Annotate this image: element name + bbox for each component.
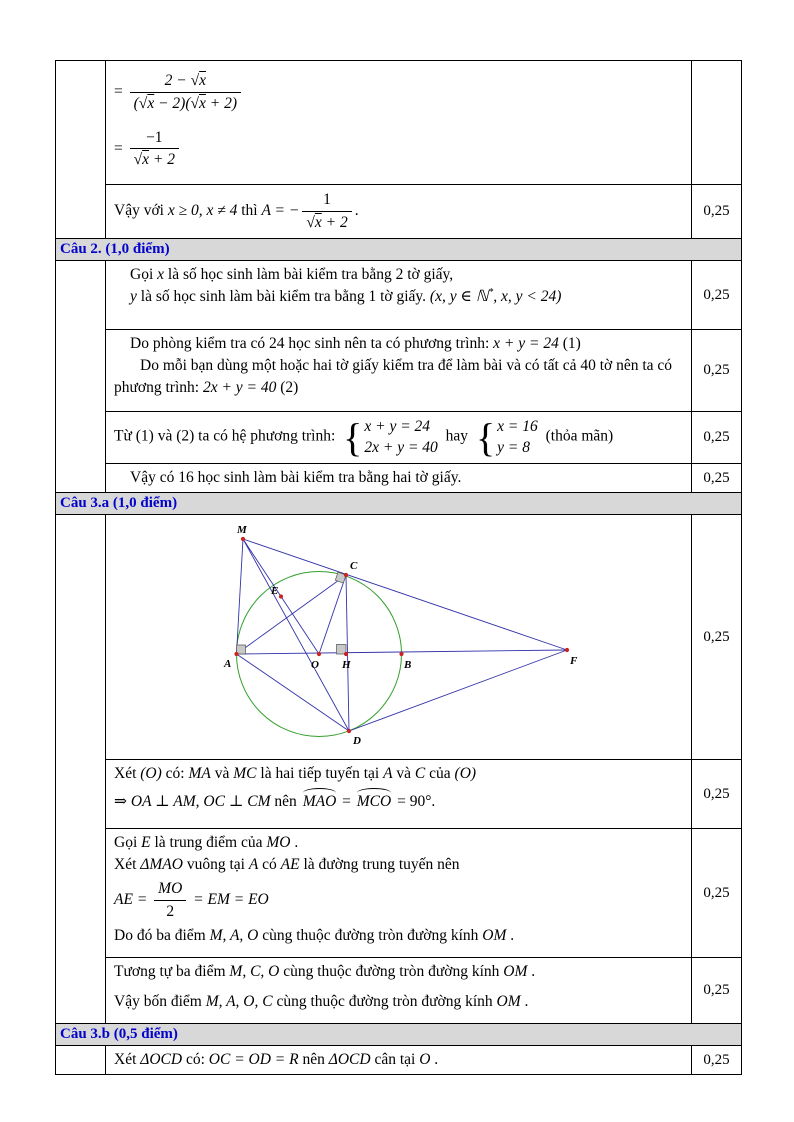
text-segment: là số học sinh làm bài kiểm tra bằng 1 tờ giấy. xyxy=(136,288,430,306)
sqrt-expression xyxy=(306,214,321,231)
row-four-points-conclusion xyxy=(106,957,691,1023)
math-line-2 xyxy=(114,129,683,170)
label-C: C xyxy=(350,560,358,572)
construction-lines xyxy=(237,539,568,731)
left-gutter-cell xyxy=(56,1046,106,1074)
line xyxy=(114,791,683,813)
conclusion-line xyxy=(114,191,359,232)
text-segment: Xét xyxy=(114,1051,141,1068)
text-segment: = xyxy=(338,793,355,810)
text-segment: là số học sinh làm bài kiểm tra bằng 2 tờ giấy, xyxy=(164,266,454,283)
angle-MAO: MAO xyxy=(301,791,339,813)
angle-MCO: MCO xyxy=(355,791,393,813)
math-segment: A xyxy=(383,765,393,782)
sqrt-sign: √ xyxy=(138,94,148,112)
line xyxy=(114,333,683,355)
math-segment: E xyxy=(141,834,151,851)
line xyxy=(114,832,683,854)
text-segment: . xyxy=(430,1051,439,1068)
row-conclusion-A xyxy=(106,184,691,238)
math-segment: x + y = 24 xyxy=(493,335,559,352)
geometry-diagram xyxy=(106,517,691,750)
score-cell: 0,25 xyxy=(691,411,741,463)
equals-sign: = xyxy=(114,82,123,100)
math-segment: O xyxy=(419,1051,431,1068)
math-segment: = xyxy=(132,890,152,908)
system-equations xyxy=(364,417,437,457)
math-segment: , x, y < 24) xyxy=(493,288,562,306)
sqrt-sign: √ xyxy=(133,151,143,169)
section-header-cau3b: Câu 3.b (0,5 điểm) xyxy=(56,1023,741,1046)
math-segment: ( xyxy=(133,94,139,112)
math-segment: MO xyxy=(266,834,291,851)
text-segment: là đường trung tuyến nên xyxy=(299,856,460,873)
score-cell: 0,25 xyxy=(691,184,741,238)
brace-glyph: { xyxy=(475,414,496,460)
math-segment: OM xyxy=(503,963,528,980)
radicand: x xyxy=(142,151,150,169)
section-cau3a xyxy=(56,515,741,1023)
row-simplify-fractions xyxy=(106,61,691,184)
math-segment: A = − xyxy=(261,202,300,220)
row-build-equations xyxy=(106,329,691,411)
math-line-1 xyxy=(114,72,683,113)
text-segment: nên xyxy=(270,793,301,810)
fraction-denominator xyxy=(130,93,241,113)
text-segment: Xét xyxy=(114,765,141,782)
text-segment: Gọi xyxy=(130,266,158,283)
math-segment: ΔMAO xyxy=(140,856,183,873)
line xyxy=(114,991,683,1013)
text-segment: Do phòng kiểm tra có 24 học sinh nên ta có phương trình: xyxy=(130,335,494,352)
implies-symbol: ⇒ xyxy=(114,793,131,810)
line xyxy=(114,854,683,876)
math-segment: + 2) xyxy=(205,94,238,112)
math-segment: M, A, O, C xyxy=(205,993,273,1010)
math-segment: + 2 xyxy=(149,151,175,169)
text-segment: là trung điểm của xyxy=(150,834,267,851)
fraction-numerator xyxy=(130,72,241,93)
left-gutter-cell xyxy=(56,515,106,1023)
math-segment: A xyxy=(248,856,259,873)
math-segment: ΔOCD xyxy=(140,1051,183,1068)
math-segment: OM xyxy=(482,926,507,944)
equals-sign: = xyxy=(114,139,123,157)
sqrt-expression xyxy=(134,151,149,168)
row-geometry-figure xyxy=(106,515,691,759)
score-cell: 0,25 xyxy=(691,957,741,1023)
math-segment: x ≥ 0, x ≠ 4 xyxy=(167,202,238,220)
text-segment: cân tại xyxy=(370,1051,420,1068)
math-segment: (x, y ∈ ℕ xyxy=(429,288,489,306)
equation: y = 8 xyxy=(497,438,530,456)
label-D: D xyxy=(353,735,361,747)
math-segment: 2x + y = 40 xyxy=(202,379,277,396)
text-segment: . xyxy=(520,993,529,1010)
text-segment: . xyxy=(354,202,359,220)
superscript-star: * xyxy=(488,287,494,298)
fraction xyxy=(154,880,186,921)
label-M: M xyxy=(237,524,247,536)
text-segment: có: xyxy=(161,765,189,782)
row-conclusion-cau2 xyxy=(106,463,691,492)
text-segment: nên xyxy=(298,1051,329,1068)
row-system-of-equations xyxy=(106,411,691,463)
section-cau2 xyxy=(56,261,741,492)
text-segment: Tương tự ba điểm xyxy=(114,963,230,980)
left-gutter-cell xyxy=(56,61,106,238)
label-F: F xyxy=(570,655,578,667)
fraction-denominator xyxy=(302,212,351,232)
score-cell: 0,25 xyxy=(691,828,741,957)
text-segment: cùng thuộc đường tròn đường kính xyxy=(258,926,483,944)
math-segment: C xyxy=(414,765,426,782)
brace-glyph: { xyxy=(343,414,363,460)
math-segment: M, C, O xyxy=(229,963,280,980)
math-segment: y xyxy=(130,288,137,306)
fraction-numerator: MO xyxy=(154,880,186,901)
line xyxy=(114,961,683,983)
math-segment: AE xyxy=(114,890,133,908)
text-segment: hay xyxy=(441,428,472,446)
system-equations xyxy=(497,417,538,457)
text-segment: Xét xyxy=(114,856,141,873)
text-segment: (2) xyxy=(276,379,299,396)
text-segment: . xyxy=(527,963,536,980)
text-segment: cùng thuộc đường tròn đường kính xyxy=(279,963,504,980)
sqrt-sign: √ xyxy=(190,94,200,112)
text-segment: là hai tiếp tuyến tại xyxy=(256,765,384,782)
equation: 2x + y = 40 xyxy=(364,438,438,456)
math-segment: OC = OD = R xyxy=(208,1051,299,1068)
radicand: x xyxy=(314,214,322,231)
math-segment: + 2 xyxy=(321,214,348,231)
point-dots xyxy=(234,537,569,733)
equation: x = 16 xyxy=(497,418,538,436)
score-cell: 0,25 xyxy=(691,759,741,828)
text-segment: có xyxy=(258,856,281,873)
score-cell: 0,25 xyxy=(691,1046,741,1074)
radicand: x xyxy=(147,94,155,112)
score-cell: 0,25 xyxy=(691,515,741,759)
text-segment: Từ (1) và (2) ta có hệ phương trình: xyxy=(114,428,340,446)
radicand: x xyxy=(199,94,206,112)
sqrt-expression xyxy=(139,95,154,112)
math-segment: OM xyxy=(496,993,521,1010)
score-cell: 0,25 xyxy=(691,261,741,329)
math-segment: (O) xyxy=(140,765,162,782)
text-segment: Vậy bốn điểm xyxy=(114,993,206,1010)
equation-system xyxy=(475,414,538,460)
score-cell: 0,25 xyxy=(691,329,741,411)
text-segment: có: xyxy=(182,1051,209,1068)
text-segment: . xyxy=(290,834,299,851)
score-cell-empty xyxy=(691,61,741,184)
row-tangent-argument xyxy=(106,759,691,828)
math-segment: OA ⊥ AM, OC ⊥ CM xyxy=(130,793,271,810)
label-B: B xyxy=(404,659,412,671)
fraction xyxy=(130,72,241,113)
math-segment: ΔOCD xyxy=(328,1051,371,1068)
sqrt-expression xyxy=(191,95,206,112)
math-segment: 2 − xyxy=(164,72,191,89)
text-segment: = 90°. xyxy=(393,793,436,810)
label-O: O xyxy=(311,659,319,671)
sqrt-sign: √ xyxy=(306,214,315,231)
line xyxy=(114,763,683,785)
text-segment: Do đó ba điểm xyxy=(114,926,210,944)
line xyxy=(114,355,683,399)
math-segment: MC xyxy=(233,765,257,782)
math-segment: x xyxy=(157,266,165,283)
line xyxy=(114,925,683,947)
section-header-cau3a: Câu 3.a (1,0 điểm) xyxy=(56,492,741,515)
line xyxy=(114,880,683,921)
section-header-cau2: Câu 2. (1,0 điểm) xyxy=(56,238,741,261)
left-gutter-cell xyxy=(56,261,106,492)
fraction xyxy=(130,129,179,170)
section-cau3b xyxy=(56,1046,741,1074)
line: Vậy có 16 học sinh làm bài kiểm tra bằng hai tờ giấy. xyxy=(130,469,462,486)
radicand: x xyxy=(199,72,207,89)
label-H: H xyxy=(342,659,351,671)
line xyxy=(114,1049,683,1071)
text-segment: Do mỗi bạn dùng một hoặc hai tờ giấy kiểm tra để làm bài và có tất cả 40 tờ nên ta có phương trình: xyxy=(114,357,673,396)
math-segment: − 2)( xyxy=(154,94,191,112)
label-A: A xyxy=(224,658,232,670)
fraction-denominator xyxy=(130,149,179,169)
text-segment: vuông tại xyxy=(182,856,249,873)
math-segment: M, A, O xyxy=(209,926,259,944)
equation-system xyxy=(343,414,438,460)
sqrt-sign: √ xyxy=(190,72,200,89)
label-E: E xyxy=(271,585,279,597)
fraction-numerator: 1 xyxy=(302,191,351,212)
text-segment: Gọi xyxy=(114,834,142,851)
section-cau1-tail xyxy=(56,61,741,238)
math-segment: (O) xyxy=(454,765,477,782)
equation: x + y = 24 xyxy=(364,418,431,436)
line xyxy=(114,264,683,286)
row-define-variables xyxy=(106,261,691,329)
math-segment: = EM = EO xyxy=(189,890,269,908)
text-segment: của xyxy=(425,765,455,782)
line xyxy=(114,286,683,308)
text-segment: Vậy với xyxy=(114,202,168,220)
math-segment: MA xyxy=(188,765,211,782)
score-cell: 0,25 xyxy=(691,463,741,492)
fraction-denominator: 2 xyxy=(166,902,175,920)
system-line xyxy=(114,414,614,460)
text-segment: (thỏa mãn) xyxy=(541,428,614,446)
fraction xyxy=(302,191,351,232)
math-segment: AE xyxy=(280,856,300,873)
text-segment: cùng thuộc đường tròn đường kính xyxy=(272,993,497,1010)
sqrt-expression xyxy=(191,72,206,89)
text-segment: thì xyxy=(237,202,262,220)
text-segment: . xyxy=(506,926,515,944)
answer-key-table xyxy=(55,60,742,1075)
text-segment: và xyxy=(392,765,415,782)
row-midpoint-argument xyxy=(106,828,691,957)
row-isosceles-triangle xyxy=(106,1046,691,1074)
text-segment: và xyxy=(210,765,234,782)
fraction-numerator: −1 xyxy=(130,129,179,150)
text-segment: (1) xyxy=(558,335,581,352)
